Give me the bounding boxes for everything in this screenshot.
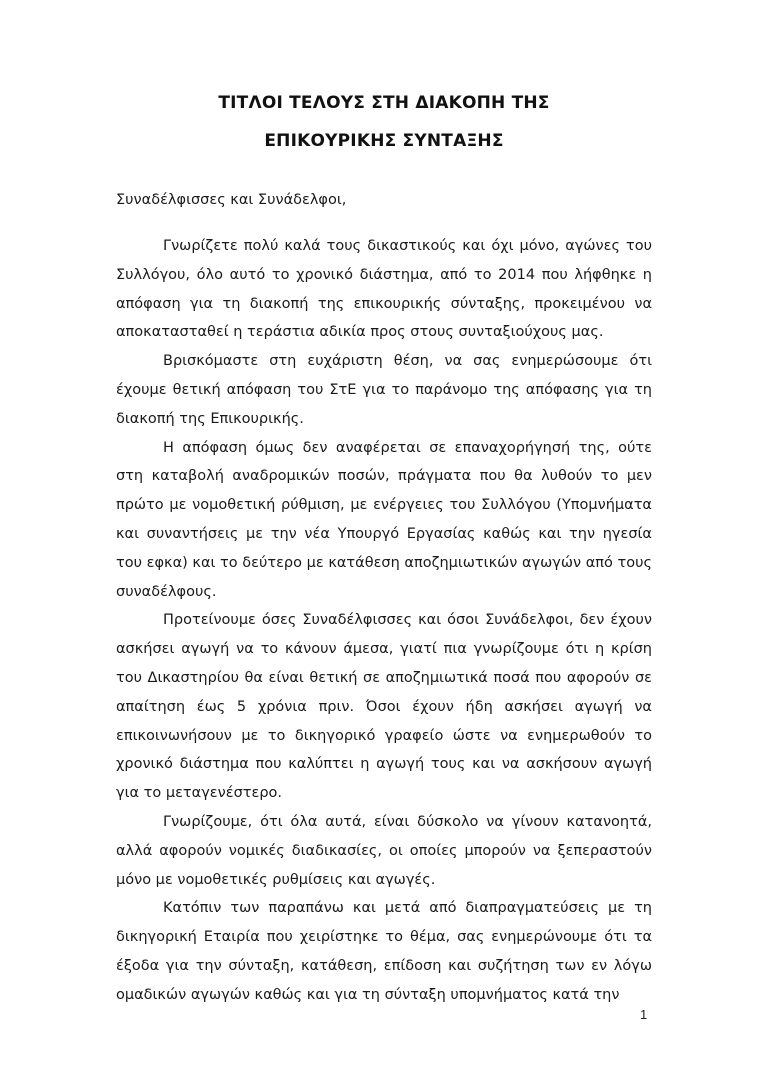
greeting: Συναδέλφισσες και Συνάδελφοι, [116,192,347,208]
document-title-line-2: ΕΠΙΚΟΥΡΙΚΗΣ ΣΥΝΤΑΞΗΣ [264,131,504,151]
paragraph: Προτείνουμε όσες Συναδέλφισσες και όσοι Συνάδελφοι, δεν έχουν ασκήσει αγωγή να το κάνουν άμεσα, γιατί πια γνωρίζουμε ότι η κρίση του Δικαστηρίου θα είναι θετική σε αποζημιωτικά ποσά που αφορούν σε απαίτηση έως 5 χρόνια πριν. Όσοι έχουν ήδη ασκήσει αγωγή να επικοινωνήσουν με το δικηγορικό γραφείο ώστε να ενημερωθούν το χρονικό διάστημα που καλύπτει η αγωγή τους και να ασκήσουν αγωγή για το μεταγενέστερο. [116,612,652,802]
paragraph: Η απόφαση όμως δεν αναφέρεται σε επαναχορήγησή της, ούτε στη καταβολή αναδρομικών ποσών, πράγματα που θα λυθούν το μεν πρώτο με νομοθετική ρύθμιση, με ενέργειες του Συλλόγου (Υπομνήματα και συναντήσεις με την νέα Υπουργό Εργασίας καθώς και την ηγεσία του εφκα) και το δεύτερο με κατάθεση αποζημιωτικών αγωγών από τους συναδέλφους. [116,439,652,600]
paragraph: Γνωρίζουμε, ότι όλα αυτά, είναι δύσκολο να γίνουν κατανοητά, αλλά αφορούν νομικές διαδικασίες, οι οποίες μπορούν να ξεπεραστούν μόνο με νομοθετικές ρυθμίσεις και αγωγές. [116,813,652,888]
paragraph: Βρισκόμαστε στη ευχάριστη θέση, να σας ενημερώσουμε ότι έχουμε θετική απόφαση του ΣτΕ για το παράνομο της απόφασης για τη διακοπή της Επικουρικής. [116,353,652,427]
page-number: 1 [640,1007,648,1022]
paragraph: Κατόπιν των παραπάνω και μετά από διαπραγματεύσεις με τη δικηγορική Εταιρία που χειρίστηκε το θέμα, σας ενημερώνουμε ότι τα έξοδα για την σύνταξη, κατάθεση, επίδοση και συζήτηση των εν λόγω ομαδικών αγωγών καθώς και για τη σύνταξη υπομνήματος κατά την [116,900,652,1003]
paragraph: Γνωρίζετε πολύ καλά τους δικαστικούς και όχι μόνο, αγώνες του Συλλόγου, όλο αυτό το χρονικό διάστημα, από το 2014 που λήφθηκε η απόφαση για τη διακοπή της επικουρικής σύνταξης, προκειμένου να αποκατασταθεί η τεράστια αδικία προς στους συνταξιούχους μας. [116,238,652,341]
document-title-line-1: ΤΙΤΛΟΙ ΤΕΛΟΥΣ ΣΤΗ ΔΙΑΚΟΠΗ ΤΗΣ [218,93,550,113]
document-body [116,232,652,1010]
